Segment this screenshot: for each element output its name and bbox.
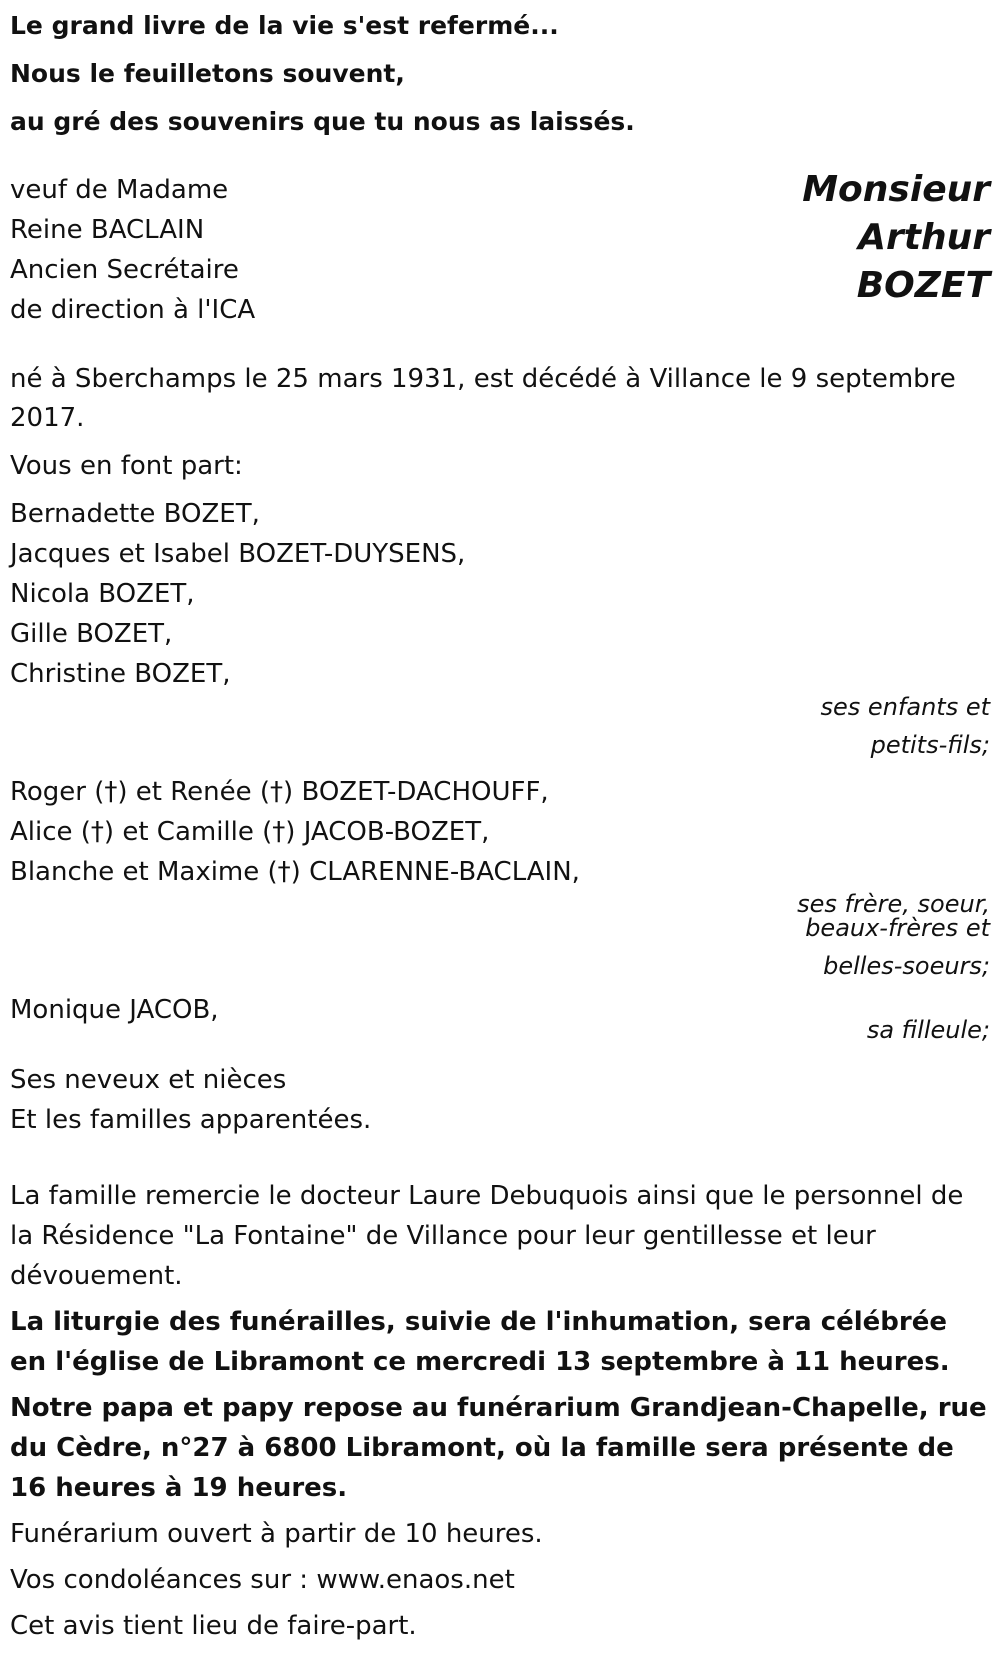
list-item: Roger (†) et Renée (†) BOZET-DACHOUFF, [10, 777, 549, 807]
list-item: Alice (†) et Camille (†) JACOB-BOZET, [10, 817, 490, 847]
goddaughter-relation: sa filleule; [866, 1016, 990, 1044]
list-item: Jacques et Isabel BOZET-DUYSENS, [10, 539, 466, 569]
children-relation [10, 688, 990, 764]
status-line: veuf de Madame [10, 175, 229, 205]
notice-text: Cet avis tient lieu de faire-part. [10, 1611, 417, 1641]
opening-hours-text: Funérarium ouvert à partir de 10 heures. [10, 1519, 543, 1549]
deceased-last-name: BOZET [856, 265, 990, 306]
intro-line: Le grand livre de la vie s'est refermé... [10, 11, 559, 40]
siblings-relation [10, 892, 990, 988]
siblings-list [10, 772, 990, 892]
thanks-paragraph: La famille remercie le docteur Laure Debuquois ainsi que le personnel de la Résidence "La Fontaine" de Villance pour leur gentillesse et leur dévouement. [10, 1181, 964, 1291]
relation-line: belles-soeurs; [823, 952, 990, 980]
marital-status [10, 170, 255, 330]
children-list [10, 494, 990, 694]
list-item: Christine BOZET, [10, 659, 231, 689]
deceased-first-name: Arthur [858, 217, 990, 258]
relation-line: ses enfants et [820, 693, 990, 721]
status-line: Ancien Secrétaire [10, 255, 239, 285]
status-line: Reine BACLAIN [10, 215, 205, 245]
obituary-notice [10, 0, 990, 1646]
intro-line: au gré des souvenirs que tu nous as laissés. [10, 107, 635, 136]
list-item: Nicola BOZET, [10, 579, 195, 609]
header-block [10, 170, 990, 330]
relation-line: ses frère, soeur, [797, 890, 990, 918]
deceased-name [802, 166, 990, 310]
list-item: Gille BOZET, [10, 619, 173, 649]
families-text: Et les familles apparentées. [10, 1105, 372, 1135]
funerarium-paragraph: Notre papa et papy repose au funérarium Grandjean-Chapelle, rue du Cèdre, n°27 à 6800 Libramont, où la famille sera présente de 16 heures à 19 heures. [10, 1393, 987, 1503]
birth-death-text: né à Sberchamps le 25 mars 1931, est décédé à Villance le 9 septembre 2017. [10, 364, 956, 433]
list-item: Bernadette BOZET, [10, 499, 260, 529]
intro-line: Nous le feuilletons souvent, [10, 59, 405, 88]
condolences-text: Vos condoléances sur : www.enaos.net [10, 1565, 515, 1595]
status-line: de direction à l'ICA [10, 295, 256, 325]
relation-line: petits-fils; [870, 731, 990, 759]
relation-line: beaux-frères et [805, 914, 990, 942]
list-item: Blanche et Maxime (†) CLARENNE-BACLAIN, [10, 857, 580, 887]
announce-text: Vous en font part: [10, 451, 243, 481]
nephews-text: Ses neveux et nièces [10, 1065, 287, 1095]
intro-quote [10, 2, 990, 146]
goddaughter-entry: Monique JACOB, [10, 995, 219, 1025]
liturgy-paragraph: La liturgie des funérailles, suivie de l'inhumation, sera célébrée en l'église de Libramont ce mercredi 13 septembre à 11 heures. [10, 1307, 950, 1377]
deceased-title: Monsieur [802, 169, 990, 210]
